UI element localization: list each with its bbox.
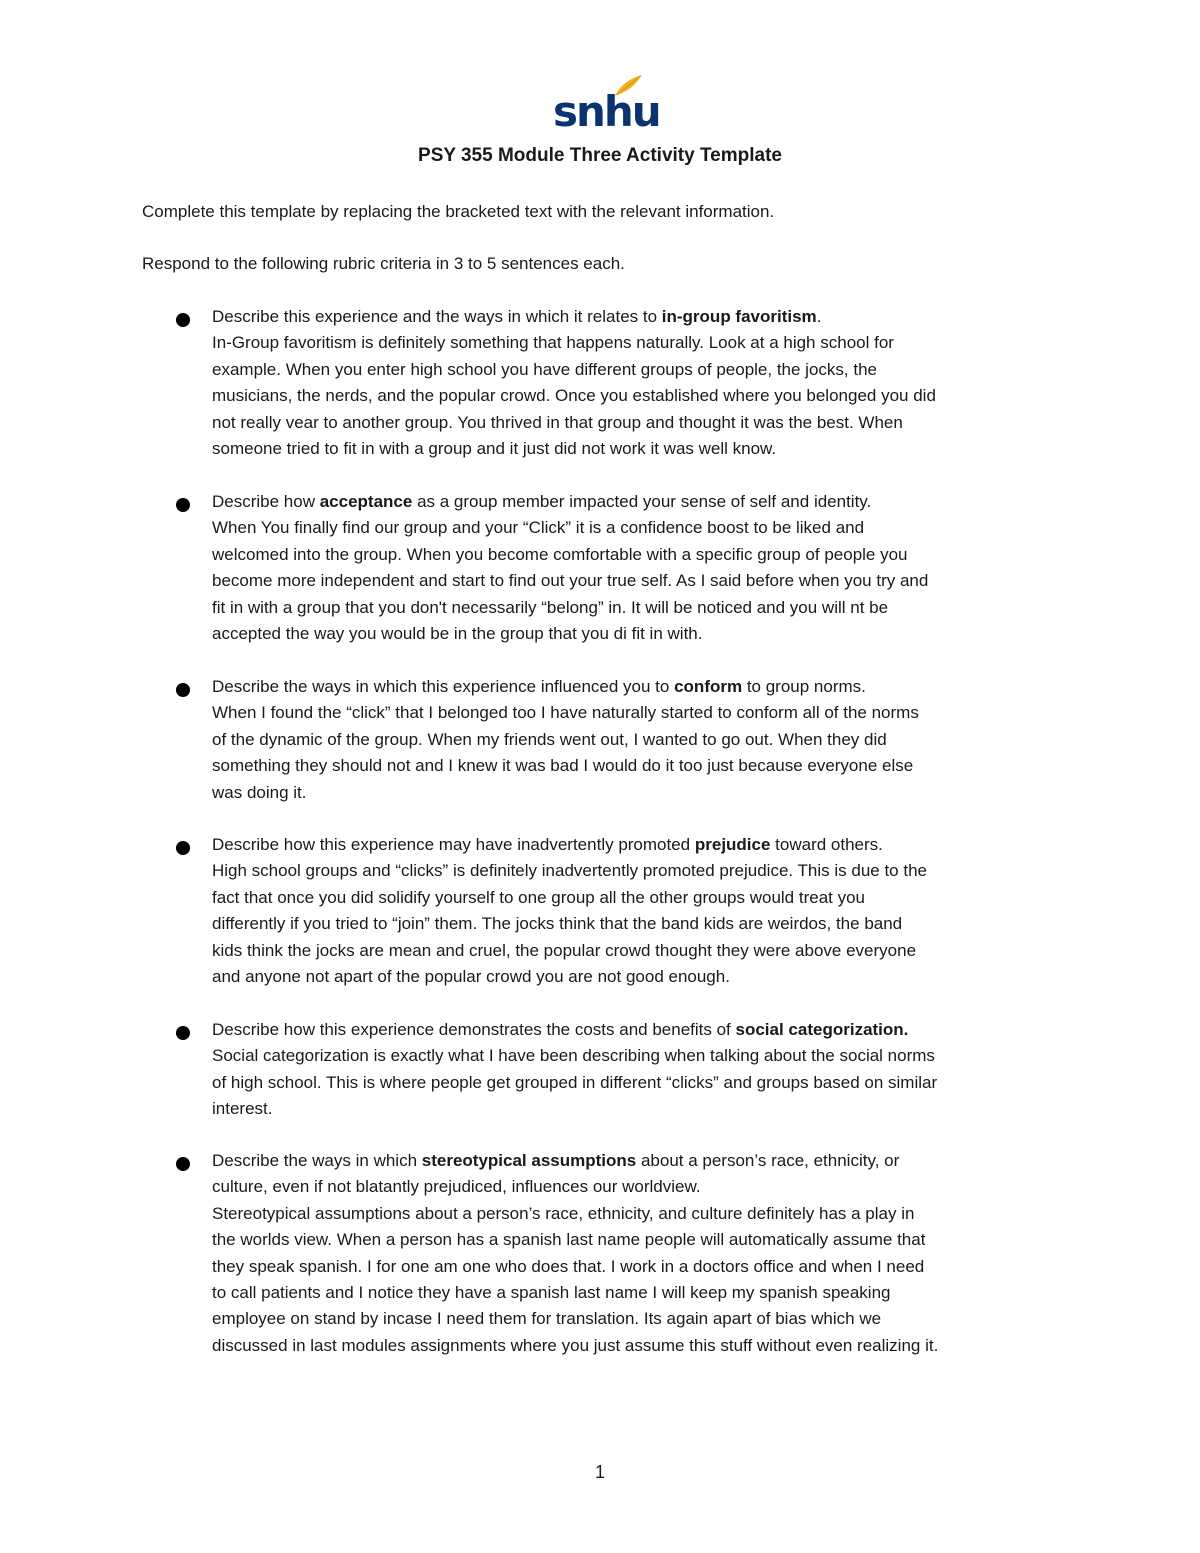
answer-line: of the dynamic of the group. When my friends went out, I wanted to go out. When they did	[212, 729, 887, 749]
answer-line: fact that once you did solidify yourself to one group all the other groups would treat you	[212, 887, 866, 907]
page-number: 1	[594, 1462, 605, 1482]
prompt-keyword: stereotypical assumptions	[421, 1151, 637, 1170]
answer-line: accepted the way you would be in the group that you di fit in with.	[212, 624, 703, 644]
criterion-prompt	[212, 1017, 1062, 1043]
prompt-keyword: acceptance	[319, 492, 413, 511]
prompt-keyword: in-group favoritism	[661, 307, 817, 326]
instruction-line-2: Respond to the following rubric criteria in 3 to 5 sentences each.	[142, 254, 625, 273]
answer-line: not really vear to another group. You thrived in that group and thought it was the best. When	[212, 412, 903, 432]
answer-line: the worlds view. When a person has a spanish last name people will automatically assume that	[212, 1230, 926, 1250]
criterion-prompt	[212, 674, 1062, 700]
list-item	[212, 1017, 1062, 1123]
prompt-text: about a person’s race, ethnicity, or	[636, 1151, 900, 1170]
answer-line: welcomed into the group. When you become comfortable with a specific group of people you	[212, 544, 908, 564]
list-item	[212, 674, 1062, 806]
answer-line: and anyone not apart of the popular crowd you are not good enough.	[212, 967, 730, 987]
answer-line: they speak spanish. I for one am one who does that. I work in a doctors office and when I need	[212, 1256, 925, 1276]
snhu-logo	[553, 74, 660, 136]
list-item	[212, 489, 1062, 647]
criterion-prompt	[212, 832, 1062, 858]
criterion-prompt	[212, 489, 1062, 515]
page-title: PSY 355 Module Three Activity Template	[418, 145, 782, 166]
bullet-icon	[176, 313, 190, 327]
answer-line: interest.	[212, 1099, 273, 1119]
prompt-keyword: prejudice	[694, 835, 771, 854]
criterion-prompt	[212, 1148, 1062, 1174]
list-item	[212, 832, 1062, 990]
prompt-text: as a group member impacted your sense of self and identity.	[412, 492, 872, 511]
prompt-text: Describe this experience and the ways in which it relates to	[212, 307, 662, 326]
prompt-keyword: conform	[674, 677, 743, 696]
answer-line: musicians, the nerds, and the popular crowd. Once you established where you belonged you did	[212, 386, 936, 406]
bullet-icon	[176, 498, 190, 512]
prompt-keyword: social categorization.	[735, 1020, 909, 1039]
answer-line: become more independent and start to find out your true self. As I said before when you try and	[212, 571, 929, 591]
list-item	[212, 1148, 1062, 1359]
answer-line: When I found the “click” that I belonged too I have naturally started to conform all of the norms	[212, 703, 919, 723]
answer-line: High school groups and “clicks” is definitely inadvertently promoted prejudice. This is due to the	[212, 861, 927, 881]
bullet-icon	[176, 1157, 190, 1171]
answer-line: was doing it.	[212, 782, 307, 802]
prompt-text: Describe how	[212, 492, 320, 511]
answer-line: to call patients and I notice they have a spanish last name I will keep my spanish speaking	[212, 1283, 891, 1303]
list-item	[212, 304, 1062, 462]
answer-line: Social categorization is exactly what I have been describing when talking about the social norms	[212, 1046, 935, 1066]
prompt-text: .	[816, 307, 822, 326]
answer-line: something they should not and I knew it was bad I would do it too just because everyone else	[212, 756, 914, 776]
answer-line: employee on stand by incase I need them for translation. Its again apart of bias which we	[212, 1309, 882, 1329]
answer-line: differently if you tried to “join” them. The jocks think that the band kids are weirdos, the band	[212, 914, 903, 934]
answer-line: kids think the jocks are mean and cruel, the popular crowd thought they were above everyone	[212, 940, 917, 960]
answer-line: of high school. This is where people get grouped in different “clicks” and groups based on similar	[212, 1072, 938, 1092]
prompt-text: toward others.	[770, 835, 883, 854]
prompt-text: to group norms.	[742, 677, 866, 696]
answer-line: When You finally find our group and your “Click” it is a confidence boost to be liked and	[212, 518, 865, 538]
answer-line: Stereotypical assumptions about a person’s race, ethnicity, and culture definitely has a play in	[212, 1203, 915, 1223]
instruction-line-1: Complete this template by replacing the bracketed text with the relevant information.	[142, 202, 775, 221]
bullet-icon	[176, 683, 190, 697]
prompt-text: Describe how this experience demonstrates the costs and benefits of	[212, 1020, 736, 1039]
answer-line: fit in with a group that you don't necessarily “belong” in. It will be noticed and you will nt be	[212, 597, 889, 617]
answer-line: discussed in last modules assignments where you just assume this stuff without even realizing it.	[212, 1335, 939, 1355]
bullet-icon	[176, 1026, 190, 1040]
logo-text: snhu	[553, 87, 660, 136]
answer-line: someone tried to fit in with a group and it just did not work it was well know.	[212, 439, 777, 459]
answer-line: In-Group favoritism is definitely something that happens naturally. Look at a high school for	[212, 333, 894, 353]
prompt-text: Describe the ways in which	[212, 1151, 422, 1170]
prompt-text: Describe the ways in which this experience influenced you to	[212, 677, 675, 696]
criterion-prompt-continued: culture, even if not blatantly prejudiced, influences our worldview.	[212, 1177, 701, 1197]
prompt-text: Describe how this experience may have inadvertently promoted	[212, 835, 695, 854]
criterion-prompt	[212, 304, 1062, 330]
bullet-icon	[176, 841, 190, 855]
answer-line: example. When you enter high school you have different groups of people, the jocks, the	[212, 359, 877, 379]
